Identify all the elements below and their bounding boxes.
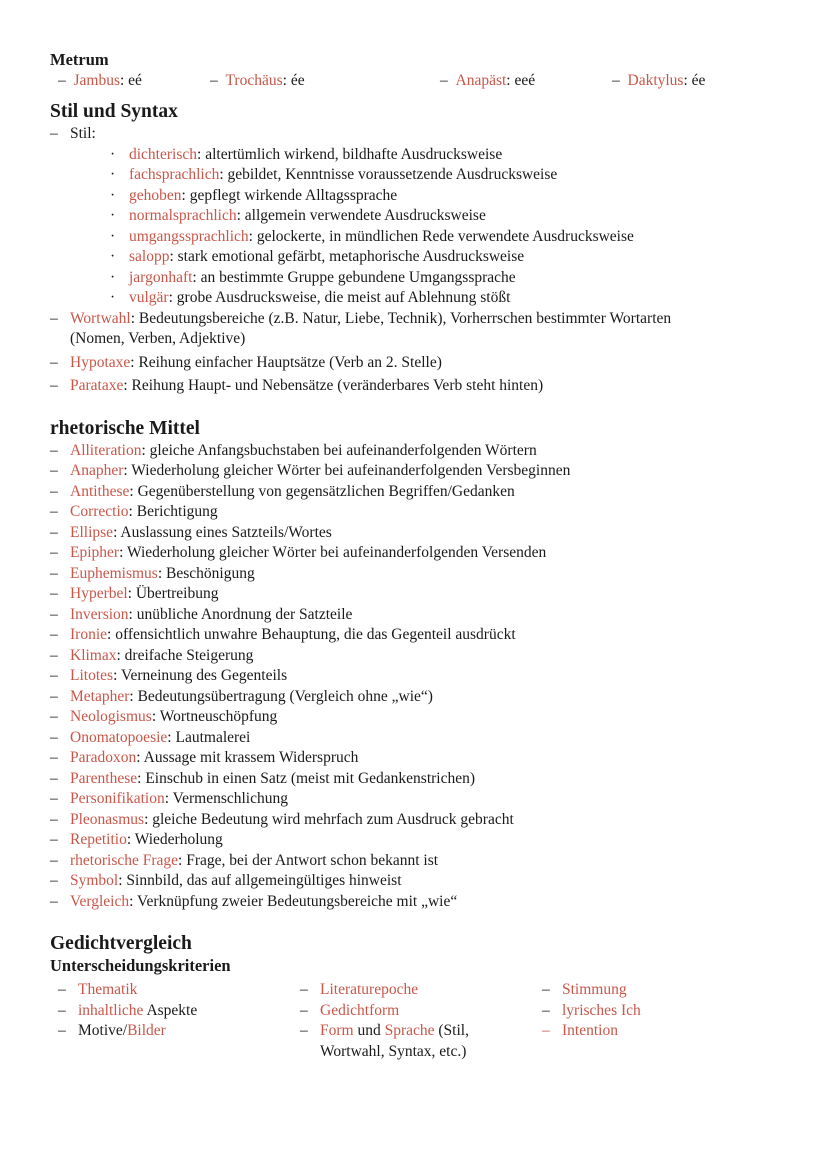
list-item: – Antithese: Gegenüberstellung von gegensätzlichen Begriffen/Gedanken (50, 482, 515, 500)
term: Repetitio (70, 831, 127, 848)
definition: : eeé (506, 72, 536, 89)
term: Wortwahl (70, 309, 131, 327)
definition: : Wiederholung gleicher Wörter bei aufeinanderfolgenden Versbeginnen (123, 462, 571, 479)
term: dichterisch (129, 145, 198, 163)
definition: : Bedeutungsbereiche (z.B. Natur, Liebe, Technik), Vorherrschen bestimmter Wortarten (130, 309, 672, 327)
kriterien-columns: – Thematik – inhaltliche Aspekte – Motive/Bilder – Literaturepoche – Gedichtform – Form und Sprache (Stil, Wortwahl, Syntax, etc.) – Stimmung – lyrisches Ich – Intention (58, 981, 641, 1060)
term: Antithese (70, 482, 130, 500)
definition: : an bestimmte Gruppe gebundene Umgangssprache (192, 268, 516, 286)
stil-subitem: · umgangssprachlich: gelockerte, in mündlichen Rede verwendete Ausdrucksweise (110, 227, 634, 245)
definition-continued: (Nomen, Verben, Adjektive) (70, 330, 246, 347)
definition: : gleiche Bedeutung wird mehrfach zum Ausdruck gebracht (144, 810, 514, 828)
definition: : Gegenüberstellung von gegensätzlichen Begriffen/Gedanken (129, 482, 515, 500)
stil-sublist (50, 145, 790, 309)
rhetorik-heading: rhetorische Mittel (50, 417, 200, 439)
list-item: – Onomatopoesie: Lautmalerei (50, 728, 251, 746)
term: Jambus (73, 72, 120, 89)
definition: : gepflegt wirkende Alltagssprache (181, 186, 398, 204)
list-item: – Hyperbel: Übertreibung (50, 585, 219, 602)
stil-subitem: · vulgär: grobe Ausdrucksweise, die meist auf Ablehnung stößt (110, 289, 511, 306)
term: Trochäus (225, 72, 283, 89)
list-item: – Personifikation: Vermenschlichung (50, 790, 288, 807)
term: Ellipse (70, 523, 114, 541)
stil-label: Stil: (70, 125, 96, 142)
term: fachsprachlich (129, 166, 220, 183)
list-item: – Correctio: Berichtigung (50, 503, 218, 520)
term: Klimax (70, 646, 117, 664)
term: Paradoxon (70, 749, 137, 766)
term: Anapher (70, 462, 124, 479)
list-item: – Neologismus: Wortneuschöpfung (50, 708, 278, 725)
definition: : Übertreibung (127, 585, 219, 602)
list-item: – Parenthese: Einschub in einen Satz (meist mit Gedankenstrichen) (50, 769, 476, 787)
term: Ironie (70, 626, 108, 643)
term: vulgär (129, 289, 169, 306)
definition: : altertümlich wirkend, bildhafte Ausdrucksweise (197, 145, 503, 163)
term: rhetorische Frage (70, 851, 179, 869)
term: Pleonasmus (70, 810, 145, 828)
definition: : ée (683, 72, 706, 89)
definition: : eé (120, 72, 142, 89)
definition: : stark emotional gefärbt, metaphorische Ausdrucksweise (169, 248, 525, 265)
definition: : grobe Ausdrucksweise, die meist auf Ablehnung stößt (168, 289, 511, 306)
definition: : Reihung einfacher Hauptsätze (Verb an 2. Stelle) (130, 353, 442, 371)
term: Vergleich (70, 892, 130, 910)
list-item: – Alliteration: gleiche Anfangsbuchstaben bei aufeinanderfolgenden Wörtern (50, 441, 537, 459)
term: Daktylus (627, 72, 684, 89)
term: Metapher (70, 687, 130, 705)
definition: : Reihung Haupt- und Nebensätze (veränderbares Verb steht hinten) (123, 377, 544, 394)
list-item: – Anapher: Wiederholung gleicher Wörter bei aufeinanderfolgenden Versbeginnen (50, 462, 571, 479)
term: Epipher (70, 544, 120, 561)
stil-label-row: – Stil: (50, 124, 790, 145)
metrum-item: – Trochäus: ée (210, 72, 305, 89)
stil-heading: Stil und Syntax (50, 101, 178, 122)
term: Inversion (70, 605, 129, 623)
definition: : gebildet, Kenntnisse voraussetzende Ausdrucksweise (219, 166, 558, 183)
metrum-list (50, 70, 790, 92)
definition: : Beschönigung (157, 564, 255, 582)
definition: : Wortneuschöpfung (151, 708, 278, 725)
list-item: – Epipher: Wiederholung gleicher Wörter bei aufeinanderfolgenden Versenden (50, 544, 547, 561)
metrum-item: – Daktylus: ée (612, 72, 706, 89)
definition: : Berichtigung (128, 503, 218, 520)
definition: : Wiederholung (126, 831, 223, 848)
definition: : offensichtlich unwahre Behauptung, die das Gegenteil ausdrückt (107, 626, 516, 643)
vergleich-heading: Gedichtvergleich (50, 933, 192, 954)
definition: : Frage, bei der Antwort schon bekannt ist (178, 851, 439, 869)
definition: : allgemein verwendete Ausdrucksweise (236, 207, 486, 224)
term: Hypotaxe (70, 353, 131, 371)
stil-subitem: · jargonhaft: an bestimmte Gruppe gebundene Umgangssprache (110, 268, 516, 286)
term: jargonhaft (129, 268, 193, 286)
definition: : unübliche Anordnung der Satzteile (128, 605, 353, 623)
definition: : dreifache Steigerung (116, 646, 254, 664)
definition: : Aussage mit krassem Widerspruch (136, 749, 359, 766)
definition: : Lautmalerei (167, 728, 251, 746)
list-item: – Repetitio: Wiederholung (50, 831, 223, 848)
stil-subitem: · gehoben: gepflegt wirkende Alltagssprache (110, 186, 398, 204)
term: Euphemismus (70, 564, 158, 582)
metrum-item: – Jambus: eé (58, 72, 142, 89)
stil-subitem: · dichterisch: altertümlich wirkend, bildhafte Ausdrucksweise (110, 145, 503, 163)
stil-subitem: · normalsprachlich: allgemein verwendete Ausdrucksweise (110, 207, 486, 224)
definition: : Auslassung eines Satzteils/Wortes (113, 523, 332, 541)
term: Onomatopoesie (70, 728, 168, 746)
definition: : gelockerte, in mündlichen Rede verwendete Ausdrucksweise (248, 227, 634, 245)
list-item: – Paradoxon: Aussage mit krassem Widerspruch (50, 749, 359, 766)
list-item: – Ellipse: Auslassung eines Satzteils/Wortes (50, 523, 332, 541)
vergleich-subheading: Unterscheidungskriterien (50, 956, 231, 975)
term: Parenthese (70, 769, 138, 787)
list-item: – Litotes: Verneinung des Gegenteils (50, 667, 288, 684)
term: Neologismus (70, 708, 152, 725)
metrum-item: – Anapäst: eeé (440, 72, 536, 89)
definition: : Sinnbild, das auf allgemeingültiges hinweist (118, 872, 402, 889)
term: Litotes (70, 667, 114, 684)
term: normalsprachlich (129, 207, 237, 224)
parataxe-item: – Parataxe: Reihung Haupt- und Nebensätze (veränderbares Verb steht hinten) (50, 377, 544, 394)
list-item: – rhetorische Frage: Frage, bei der Antwort schon bekannt ist (50, 851, 439, 869)
definition: : gleiche Anfangsbuchstaben bei aufeinanderfolgenden Wörtern (141, 441, 537, 459)
definition: : Wiederholung gleicher Wörter bei aufeinanderfolgenden Versenden (119, 544, 547, 561)
stil-subitem: · fachsprachlich: gebildet, Kenntnisse voraussetzende Ausdrucksweise (110, 166, 558, 183)
definition: : Vermenschlichung (164, 790, 288, 807)
term: umgangssprachlich (129, 227, 249, 245)
stil-subitem: · salopp: stark emotional gefärbt, metaphorische Ausdrucksweise (110, 248, 525, 265)
definition: : ée (282, 72, 305, 89)
list-item: – Euphemismus: Beschönigung (50, 564, 255, 582)
term: Hyperbel (70, 585, 128, 602)
definition: : Verknüpfung zweier Bedeutungsbereiche mit „wie“ (129, 892, 458, 910)
term: Symbol (70, 872, 119, 889)
hypotaxe-item: – Hypotaxe: Reihung einfacher Hauptsätze (Verb an 2. Stelle) (50, 353, 442, 371)
list-item: – Vergleich: Verknüpfung zweier Bedeutungsbereiche mit „wie“ (50, 892, 458, 910)
list-item: – Pleonasmus: gleiche Bedeutung wird mehrfach zum Ausdruck gebracht (50, 810, 514, 828)
page (50, 50, 790, 1060)
list-item: – Metapher: Bedeutungsübertragung (Vergleich ohne „wie“) (50, 687, 433, 705)
term: salopp (129, 248, 170, 265)
term: Alliteration (70, 441, 142, 459)
definition: : Verneinung des Gegenteils (113, 667, 288, 684)
term: Parataxe (70, 377, 124, 394)
list-item: – Klimax: dreifache Steigerung (50, 646, 254, 664)
rhetorik-list (50, 441, 790, 913)
metrum-heading: Metrum (50, 50, 109, 69)
list-item: – Symbol: Sinnbild, das auf allgemeingültiges hinweist (50, 872, 402, 889)
term: Correctio (70, 503, 129, 520)
definition: : Bedeutungsübertragung (Vergleich ohne „wie“) (129, 687, 433, 705)
definition: : Einschub in einen Satz (meist mit Gedankenstrichen) (137, 769, 476, 787)
term: gehoben (129, 186, 182, 204)
list-item: – Inversion: unübliche Anordnung der Satzteile (50, 605, 353, 623)
list-item: – Ironie: offensichtlich unwahre Behauptung, die das Gegenteil ausdrückt (50, 626, 516, 643)
wortwahl-item: – Wortwahl: Bedeutungsbereiche (z.B. Natur, Liebe, Technik), Vorherrschen bestimmter Wortarten (Nomen, Verben, Adjektive) (50, 309, 672, 347)
term: Anapäst (455, 72, 507, 89)
term: Personifikation (70, 790, 165, 807)
